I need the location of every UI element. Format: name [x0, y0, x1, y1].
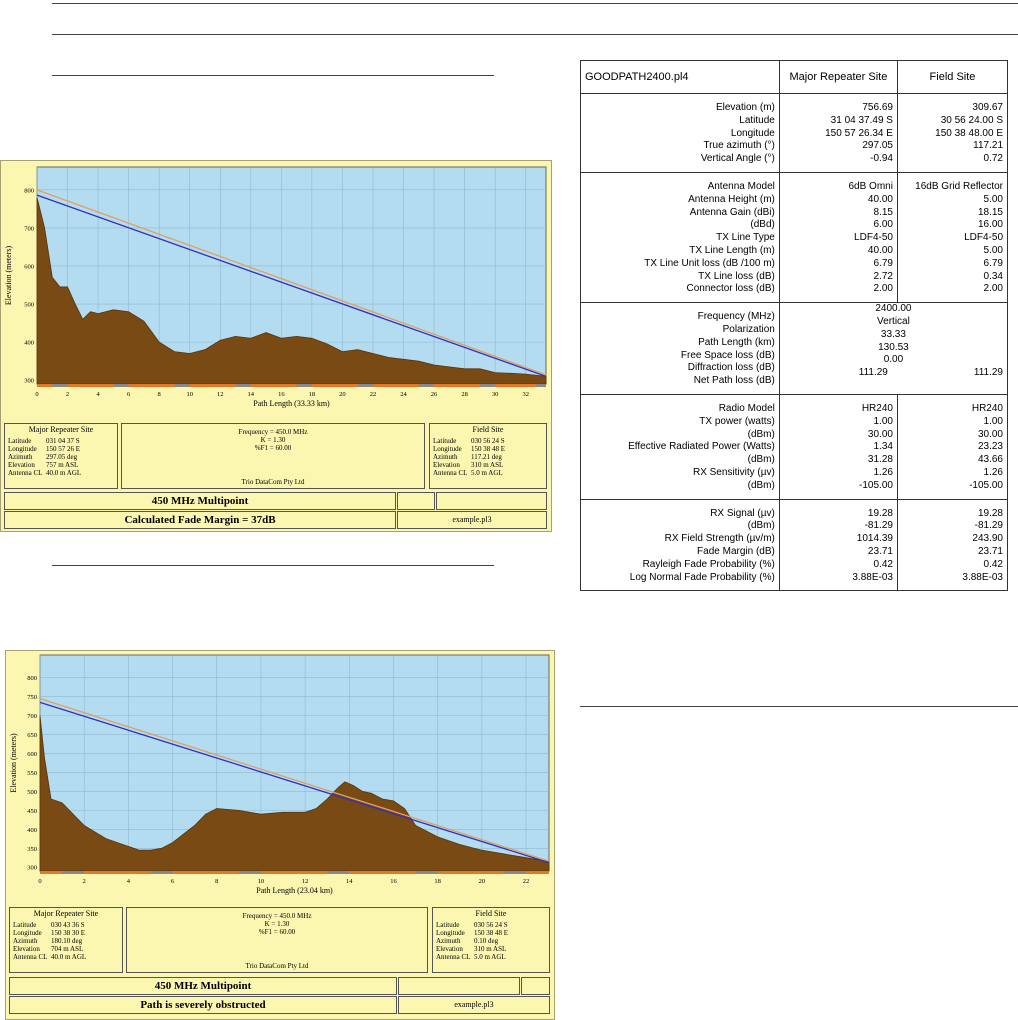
x-tick-label: 18 [434, 878, 441, 885]
ground-strip-segment [480, 384, 495, 387]
table-label: TX Line Type [716, 232, 775, 244]
ground-strip-segment [174, 384, 189, 387]
site-info-key: Antenna CL [436, 953, 471, 961]
chart2-rule [52, 565, 494, 566]
chart1-plot [1, 161, 551, 421]
chart2-panel [5, 650, 555, 1020]
site-info-value: 310 m ASL [474, 945, 507, 953]
site-info-value: 0.10 deg [474, 937, 499, 945]
site-info-row [10, 945, 122, 953]
table-label: Free Space loss (dB) [680, 349, 775, 361]
site-info-key: Azimuth [13, 937, 38, 945]
table-label: Fade Margin (dB) [697, 545, 775, 557]
table-value-major: 1.26 [873, 466, 893, 478]
table-value-major: 19.28 [867, 507, 893, 519]
table-value-field: 23.23 [977, 441, 1003, 453]
table-label: (dBm) [747, 428, 775, 440]
table-value-major: 111.29 [858, 367, 888, 379]
y-tick-label: 500 [27, 788, 37, 796]
ground-strip-segment [297, 384, 312, 387]
site-info-row [433, 929, 549, 937]
company-label: Trio DataCom Pty Ltd [241, 478, 305, 486]
site-info-row [433, 945, 549, 953]
chart1-file-name: example.pl3 [397, 511, 547, 529]
x-tick-label: 14 [346, 878, 353, 885]
x-tick-label: 8 [157, 391, 161, 398]
table-value-major: 3.88E-03 [852, 571, 893, 583]
table-label: Longitude [730, 127, 775, 139]
site-info-value: 5.0 m AGL [474, 953, 506, 961]
site-info-value: 150 38 48 E [474, 929, 509, 937]
site-info-value: 5.0 m AGL [471, 469, 503, 477]
x-tick-label: 16 [278, 391, 285, 398]
site-info-row [433, 937, 549, 945]
frequency-label: Frequency = 450.0 MHz [242, 912, 312, 920]
x-tick-label: 32 [522, 391, 529, 398]
chart2-info-box [126, 907, 428, 973]
table-value-field: 16.00 [977, 219, 1003, 231]
site-info-key: Elevation [13, 945, 40, 953]
site-info-row [433, 921, 549, 929]
table-value-field: LDF4-50 [964, 232, 1003, 244]
table-value-major: -0.94 [870, 153, 893, 165]
table-value-major: 150 57 26.34 E [825, 127, 893, 139]
table-value-field: 3.88E-03 [962, 571, 1003, 583]
table-label: Net Path loss (dB) [693, 375, 775, 387]
table-value-major: HR240 [861, 402, 893, 414]
chart1-major-site-box [4, 423, 118, 489]
chart1-rule [52, 75, 494, 76]
x-tick-label: 24 [400, 391, 407, 398]
table-value-major: -81.29 [864, 520, 893, 532]
site-info-row [10, 953, 122, 961]
x-tick-label: 2 [82, 878, 86, 885]
x-tick-label: 22 [369, 391, 377, 398]
table-value-field: 0.72 [983, 153, 1003, 165]
table-label: (dBm) [747, 520, 775, 532]
table-value-major: LDF4-50 [854, 232, 893, 244]
table-value-major: 40.00 [867, 193, 893, 205]
chart2-major-site-box [9, 907, 123, 973]
table-value-major: 1014.39 [856, 533, 893, 545]
table-label: Antenna Model [707, 180, 775, 192]
site-info-key: Antenna CL [13, 953, 48, 961]
x-tick-label: 30 [491, 391, 499, 398]
site-info-value: 030 43 36 S [51, 921, 85, 929]
table-value-field: 111.29 [973, 367, 1003, 379]
table-value-major: 2.00 [873, 283, 893, 295]
site-info-row [5, 453, 117, 461]
y-tick-label: 700 [27, 713, 37, 721]
table-label: Radio Model [718, 402, 775, 414]
y-tick-label: 750 [27, 694, 37, 702]
table-label: TX Line Unit loss (dB /100 m) [644, 257, 775, 269]
site-info-key: Azimuth [8, 453, 33, 461]
x-tick-label: 26 [430, 391, 438, 398]
table-value-field: 30.00 [977, 428, 1003, 440]
y-tick-label: 450 [27, 807, 37, 815]
major-site-title: Major Repeater Site [28, 425, 94, 434]
table-label: (dBm) [747, 479, 775, 491]
y-tick-label: 300 [27, 864, 37, 872]
x-tick-label: 28 [461, 391, 468, 398]
site-info-row [5, 445, 117, 453]
site-info-row [430, 437, 546, 445]
site-info-value: 031 04 37 S [46, 437, 80, 445]
site-info-value: 297.05 deg [46, 453, 78, 461]
chart2-blank-cell [398, 977, 520, 995]
table-value-major: 31.28 [867, 454, 893, 466]
table-label: Rayleigh Fade Probability (%) [642, 558, 775, 570]
table-value-major: 23.71 [867, 545, 893, 557]
table-value-field: 18.15 [977, 206, 1003, 218]
table-value-shared: 33.33 [880, 328, 906, 340]
x-tick-label: 22 [522, 878, 530, 885]
x-axis-label: Path Length (33.33 km) [253, 399, 330, 408]
table-label: RX Signal (µv) [710, 507, 775, 519]
table-label: Elevation (m) [715, 102, 775, 113]
field-site-title: Field Site [475, 909, 507, 918]
table-label: (dBm) [747, 454, 775, 466]
k-factor-label: K = 1.30 [260, 436, 286, 444]
site-info-row [430, 469, 546, 477]
y-tick-label: 400 [27, 826, 37, 834]
y-tick-label: 800 [24, 187, 34, 195]
site-info-value: 150 38 48 E [471, 445, 506, 453]
ground-strip-segment [419, 384, 434, 387]
table-value-field: -81.29 [974, 520, 1003, 532]
table-field-site-header: Field Site [897, 61, 1007, 94]
ground-strip-segment [52, 384, 67, 387]
table-label: Frequency (MHz) [697, 311, 775, 323]
table-section-location [581, 94, 1008, 173]
site-info-row [430, 445, 546, 453]
x-tick-label: 10 [186, 391, 193, 398]
chart2-title-bar: 450 MHz Multipoint [9, 977, 397, 995]
x-tick-label: 4 [126, 878, 130, 885]
ground-strip-segment [358, 384, 373, 387]
site-info-value: 150 38 30 E [51, 929, 86, 937]
table-value-major: 1.34 [873, 441, 893, 453]
table-value-field: 1.26 [983, 466, 1003, 478]
ground-strip [40, 871, 549, 874]
field-site-title: Field Site [472, 425, 504, 434]
y-tick-label: 400 [24, 339, 34, 347]
ground-strip-segment [113, 384, 128, 387]
ground-strip-segment [236, 384, 251, 387]
top-rule [52, 3, 1018, 4]
site-info-key: Elevation [433, 461, 460, 469]
table-value-shared: 0.00 [883, 354, 904, 366]
y-tick-label: 300 [24, 377, 34, 385]
table-value-field: 243.90 [972, 533, 1003, 545]
table-value-major: -105.00 [859, 479, 893, 491]
table-section-antenna [581, 172, 1008, 302]
chart1-field-site-box [429, 423, 547, 489]
table-value-major: 2.72 [873, 270, 893, 282]
site-info-value: 40.0 m AGL [46, 469, 82, 477]
x-tick-label: 18 [308, 391, 316, 398]
chart2-blank-cell-2 [521, 977, 550, 995]
site-info-key: Latitude [433, 437, 457, 445]
table-section-path [581, 303, 1008, 395]
site-info-key: Latitude [436, 921, 460, 929]
y-tick-label: 550 [27, 769, 37, 777]
table-value-field: 43.66 [977, 454, 1003, 466]
table-value-shared: Vertical [877, 315, 910, 327]
site-info-key: Azimuth [436, 937, 461, 945]
y-axis-label: Elevation (meters) [9, 733, 18, 793]
table-major-site-header: Major Repeater Site [779, 61, 897, 94]
table-value-field: 19.28 [977, 507, 1003, 519]
table-label: True azimuth (°) [703, 140, 775, 152]
site-info-key: Elevation [436, 945, 463, 953]
company-label: Trio DataCom Pty Ltd [245, 962, 309, 970]
table-section-signal [581, 499, 1008, 591]
site-info-row [5, 437, 117, 445]
site-info-value: 180.10 deg [51, 937, 83, 945]
chart2-field-site-box [432, 907, 550, 973]
table-section-radio [581, 394, 1008, 499]
site-info-key: Antenna CL [8, 469, 43, 477]
site-info-value: 704 m ASL [51, 945, 84, 953]
table-value-major: 6dB Omni [848, 180, 893, 192]
table-value-field: 6.79 [983, 257, 1003, 269]
ground-strip-segment [239, 871, 261, 874]
table-value-field: 5.00 [983, 193, 1003, 205]
chart2-plot [6, 651, 554, 905]
site-info-value: 030 56 24 S [474, 921, 508, 929]
site-info-key: Antenna CL [433, 469, 468, 477]
table-file-header: GOODPATH2400.pl4 [581, 61, 780, 94]
ground-strip [37, 384, 546, 387]
chart2-file-name: example.pl3 [398, 996, 550, 1014]
y-tick-label: 800 [27, 675, 37, 683]
site-info-value: 310 m ASL [471, 461, 504, 469]
major-site-title: Major Repeater Site [33, 909, 99, 918]
ground-strip-segment [416, 871, 438, 874]
table-value-major: 31 04 37.49 S [830, 114, 893, 126]
table-value-field: HR240 [971, 402, 1003, 414]
ground-strip-segment [536, 384, 546, 387]
table-label: Diffraction loss (dB) [687, 362, 775, 374]
site-info-row [10, 937, 122, 945]
table-value-shared: 130.53 [878, 341, 909, 353]
ground-strip-segment [327, 871, 349, 874]
table-label: Polarization [722, 323, 775, 335]
site-info-key: Latitude [8, 437, 32, 445]
x-tick-label: 14 [247, 391, 255, 398]
site-info-key: Longitude [8, 445, 37, 453]
x-tick-label: 0 [35, 391, 39, 398]
k-factor-label: K = 1.30 [264, 920, 290, 928]
x-tick-label: 20 [339, 391, 346, 398]
table-value-field: 16dB Grid Reflector [915, 180, 1003, 192]
table-value-field: 5.00 [983, 244, 1003, 256]
site-info-row [10, 929, 122, 937]
chart2-result-bar: Path is severely obstructed [9, 996, 397, 1014]
table-value-field: 30 56 24.00 S [940, 114, 1003, 126]
table-value-field: 0.42 [983, 558, 1003, 570]
site-info-row [430, 453, 546, 461]
table-value-field: 0.34 [983, 270, 1003, 282]
table-value-major: 0.42 [873, 558, 893, 570]
chart1-panel [0, 160, 552, 532]
x-tick-label: 4 [96, 391, 100, 398]
table-label: (dBd) [750, 219, 775, 231]
chart1-result-bar: Calculated Fade Margin = 37dB [4, 511, 396, 529]
table-label: Effective Radiated Power (Watts) [628, 441, 775, 453]
table-value-shared: 2400.00 [875, 303, 912, 315]
site-info-value: 150 57 26 E [46, 445, 81, 453]
chart1-blank-cell [397, 492, 435, 510]
table-label: TX Line Length (m) [689, 244, 775, 256]
site-info-key: Longitude [13, 929, 42, 937]
site-info-value: 117.21 deg [471, 453, 502, 461]
table-value-field: 150 38 48.00 E [935, 127, 1003, 139]
ground-strip-segment [62, 871, 84, 874]
fresnel-label: %F1 = 60.00 [258, 928, 296, 936]
x-tick-label: 20 [478, 878, 486, 885]
fresnel-label: %F1 = 60.00 [254, 444, 292, 452]
frequency-label: Frequency = 450.0 MHz [238, 428, 308, 436]
site-info-key: Longitude [436, 929, 465, 937]
site-info-key: Longitude [433, 445, 462, 453]
x-tick-label: 0 [38, 878, 42, 885]
site-info-key: Elevation [8, 461, 35, 469]
table-label: Connector loss (dB) [686, 283, 775, 295]
table-value-major: 8.15 [873, 206, 893, 218]
table-value-major: 30.00 [867, 428, 893, 440]
ground-strip-segment [150, 871, 172, 874]
y-tick-label: 700 [24, 225, 34, 233]
table-label: Antenna Height (m) [688, 193, 775, 205]
x-tick-label: 16 [390, 878, 397, 885]
table-label: Vertical Angle (°) [700, 153, 775, 165]
x-tick-label: 8 [215, 878, 219, 885]
chart1-title-bar: 450 MHz Multipoint [4, 492, 396, 510]
table-label: Antenna Gain (dBi) [689, 206, 775, 218]
y-axis-label: Elevation (meters) [4, 245, 13, 306]
site-info-row [10, 921, 122, 929]
x-tick-label: 12 [217, 391, 224, 398]
site-info-key: Azimuth [433, 453, 458, 461]
x-tick-label: 6 [127, 391, 131, 398]
x-axis-label: Path Length (23.04 km) [256, 886, 333, 895]
path-report-table [580, 60, 1008, 591]
table-value-field: 117.21 [973, 140, 1003, 152]
table-value-field: -105.00 [969, 479, 1003, 491]
site-info-row [5, 469, 117, 477]
table-value-field: 2.00 [983, 283, 1003, 295]
table-label: Log Normal Fade Probability (%) [629, 571, 775, 583]
table-value-major: 1.00 [873, 415, 893, 427]
table-value-field: 1.00 [983, 415, 1003, 427]
table-label: Path Length (km) [698, 336, 775, 348]
table-value-major: 297.05 [862, 140, 893, 152]
table-label: RX Field Strength (µv/m) [664, 533, 775, 545]
x-tick-label: 2 [65, 391, 70, 398]
x-tick-label: 6 [170, 878, 175, 885]
table-value-major: 6.00 [873, 219, 893, 231]
table-value-field: 309.67 [972, 102, 1003, 113]
site-info-row [430, 461, 546, 469]
y-tick-label: 350 [27, 845, 37, 853]
table-label: Latitude [739, 114, 775, 126]
table-label: TX Line loss (dB) [698, 270, 775, 282]
site-info-value: 40.0 m AGL [51, 953, 87, 961]
y-tick-label: 600 [24, 263, 34, 271]
y-tick-label: 600 [27, 751, 37, 759]
y-tick-label: 500 [24, 301, 34, 309]
site-info-row [5, 461, 117, 469]
chart1-blank-cell-2 [436, 492, 547, 510]
table-value-major: 6.79 [873, 257, 893, 269]
x-tick-label: 12 [301, 878, 309, 885]
x-tick-label: 10 [257, 878, 265, 885]
table-rule [580, 706, 1018, 707]
chart1-info-box [121, 423, 425, 489]
y-tick-label: 650 [27, 732, 37, 740]
second-rule [52, 34, 1018, 35]
table-value-major: 756.69 [862, 102, 893, 113]
site-info-value: 030 56 24 S [471, 437, 505, 445]
table-label: TX power (watts) [699, 415, 775, 427]
site-info-value: 757 m ASL [46, 461, 79, 469]
table-label: RX Sensitivity (µv) [692, 466, 775, 478]
table-value-major: 40.00 [867, 244, 893, 256]
table-value-field: 23.71 [977, 545, 1003, 557]
site-info-key: Latitude [13, 921, 37, 929]
ground-strip-segment [504, 871, 526, 874]
site-info-row [433, 953, 549, 961]
